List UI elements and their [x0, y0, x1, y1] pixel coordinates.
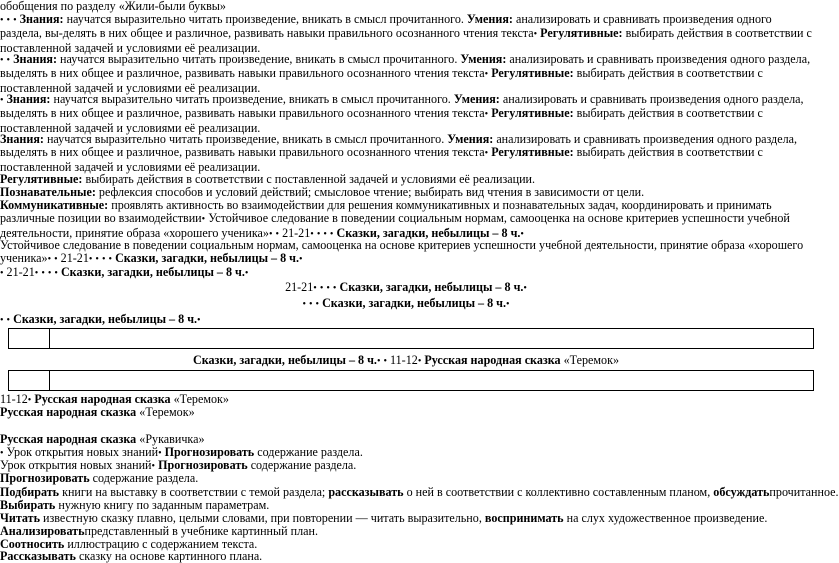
- verb-analizirovat: Анализировать: [0, 524, 85, 538]
- bullet-icon: •: [332, 283, 337, 294]
- bullet-icon: •: [54, 254, 58, 266]
- lesson-title: Сказки, загадки, небылицы – 8 ч.: [339, 280, 524, 294]
- verb-prognozirovat: Прогнозировать: [0, 471, 90, 485]
- label-regulyativnye: Регулятивные:: [491, 106, 574, 121]
- bullet-icon: •: [95, 254, 99, 266]
- bullet-icon: •: [54, 268, 58, 279]
- verb-prognozirovat: Прогнозировать: [164, 445, 255, 459]
- text-soderzhanie: содержание раздела.: [92, 471, 199, 485]
- bullet-icon: •: [0, 268, 4, 279]
- label-znaniya: Знания:: [19, 12, 64, 26]
- bullet-icon: •: [313, 283, 317, 294]
- verb-prognozirovat: Прогнозировать: [158, 458, 248, 472]
- table-cell: [49, 329, 813, 348]
- label-regulyativnye: Регулятивные:: [491, 145, 574, 160]
- label-znaniya: Знания:: [6, 92, 51, 106]
- lesson-line: [0, 266, 816, 280]
- bullet-icon: •: [0, 315, 4, 326]
- lesson-number: 21-21: [60, 251, 89, 266]
- text-soderzhanie: содержание раздела.: [257, 445, 363, 459]
- lesson-subtitle: «Теремок»: [563, 353, 620, 367]
- lesson-type: Урок открытия новых знаний: [6, 445, 159, 459]
- lesson-line-centered: [0, 281, 812, 295]
- bullet-icon: •: [34, 268, 39, 279]
- bullet-icon: •: [484, 109, 489, 121]
- bullet-icon: •: [302, 299, 306, 310]
- lesson-title: Сказки, загадки, небылицы – 8 ч.: [60, 265, 245, 279]
- bullet-icon: •: [310, 228, 314, 240]
- bullet-icon: •: [27, 395, 32, 406]
- verb-chitat: Читать: [0, 511, 41, 525]
- lesson-title: Сказки, загадки, небылицы – 8 ч.: [322, 296, 507, 310]
- text-regulyativnye: выбирать действия в соответствии с поставленной задачей и условиями её реализации.: [0, 145, 763, 174]
- label-znaniya: Знания:: [13, 52, 57, 66]
- label-umeniya: Умения:: [466, 12, 513, 26]
- text-regulyativnye: выбирать действия в соответствии с поставленной задачей и условиями её реализации.: [0, 106, 763, 135]
- text-regulyativnye: выбирать действия в соответствии с поставленной задачей и условиями её реализации.: [0, 66, 763, 95]
- text-rasskazyvat: сказку на основе картинного плана.: [78, 549, 263, 563]
- bullet-icon: •: [275, 228, 280, 240]
- bullet-icon: •: [6, 55, 11, 66]
- bullet-icon: •: [41, 268, 45, 279]
- bullet-icon: •: [47, 254, 52, 266]
- paragraph-block-1: [0, 13, 812, 55]
- label-umeniya: Умения:: [447, 132, 494, 146]
- bullet-icon: •: [299, 254, 303, 266]
- verb-vosprinimat: воспринимать: [484, 511, 564, 525]
- lesson-title-centered: [0, 297, 812, 311]
- verb-podbirat: Подбирать: [0, 485, 60, 499]
- label-znaniya: Знания:: [0, 132, 44, 146]
- ustoychivoe-block: [0, 239, 812, 267]
- bullet-icon: •: [13, 15, 17, 26]
- bullet-icon: •: [6, 15, 11, 26]
- lesson-title: Сказки, загадки, небылицы – 8 ч.: [336, 225, 521, 240]
- text-umeniya: анализировать и сравнивать произведения одного раздела, выделять в них общее и различное, развивать навыки правильного осознанного чтения текста: [0, 92, 804, 121]
- lesson-title: Русская народная сказка: [0, 405, 137, 419]
- bullet-icon: •: [329, 228, 334, 240]
- bullet-icon: •: [158, 448, 162, 459]
- lesson-subtitle: «Теремок»: [173, 392, 229, 406]
- bullet-icon: •: [520, 228, 524, 240]
- label-umeniya: Умения:: [453, 92, 500, 106]
- lesson-number: 11-12: [390, 353, 418, 367]
- bullet-icon: •: [383, 356, 387, 367]
- text-vybirat: нужную книгу по заданным параметрам.: [58, 498, 270, 512]
- bullet-icon: •: [417, 356, 422, 367]
- lesson-title: Сказки, загадки, небылицы – 8 ч.: [192, 353, 377, 367]
- bullet-icon: •: [506, 299, 510, 310]
- text-znaniya: научатся выразительно читать произведение, вникать в смысл прочитанного.: [46, 132, 445, 146]
- lesson-number: 11-12: [0, 392, 28, 406]
- label-kommunikativnye: Коммуникативные:: [0, 198, 109, 212]
- lesson-line: [0, 406, 816, 419]
- lesson-title: Русская народная сказка: [424, 353, 561, 367]
- text-vosprinimat: на слух художественное произведение.: [566, 511, 768, 525]
- verb-rasskazyvat: рассказывать: [328, 485, 404, 499]
- text-znaniya: научатся выразительно читать произведение, вникать в смысл прочитанного.: [53, 92, 451, 106]
- text-prochitannoe: прочитанное.: [769, 485, 839, 499]
- text-znaniya: научатся выразительно читать произведение, вникать в смысл прочитанного.: [60, 52, 458, 66]
- lesson-title: Русская народная сказка: [34, 392, 171, 406]
- lesson-subtitle: «Рукавичка»: [139, 432, 205, 446]
- verb-obsuzhdat: обсуждать: [713, 485, 770, 499]
- lesson-number: 21-21: [282, 225, 311, 240]
- text-regulyativnye: выбирать действия в соответствии с поставленной задачей и условиями её реализации.: [85, 172, 536, 186]
- text-analizirovat: представленный в учебнике картинный план.: [84, 524, 319, 538]
- bullet-icon: •: [201, 214, 206, 226]
- verb-vybirat: Выбирать: [0, 498, 56, 512]
- bullet-icon: •: [376, 356, 381, 367]
- table-cell: [49, 371, 813, 390]
- lesson-number: 21-21: [6, 265, 35, 279]
- section-title: обобщения по разделу «Жили-были буквы»: [0, 0, 226, 13]
- paragraph-block-3: [0, 93, 812, 135]
- paragraph-block-4: [0, 133, 812, 174]
- bullet-icon: •: [101, 254, 106, 266]
- text-ustoychivoe: Устойчивое следование в поведении социальным нормам, самооценка на основе критериев успешности учебной деятельности, принятие образа «хорошего ученика»: [0, 238, 804, 266]
- table-row: [8, 328, 814, 349]
- bullet-icon: •: [197, 315, 201, 326]
- label-regulyativnye: Регулятивные:: [540, 26, 623, 41]
- text-poznavatelnye: рефлексия способов и условий действий; смысловое чтение; выбирать вид чтения в зависимости от цели.: [98, 185, 645, 199]
- text-regulyativnye: выбирать действия в соответствии с поставленной задачей и условиями её реализации.: [0, 26, 812, 55]
- lesson-title: Сказки, загадки, небылицы – 8 ч.: [115, 251, 300, 266]
- text-soderzhanie: содержание раздела.: [250, 458, 357, 472]
- bullet-icon: •: [308, 299, 313, 310]
- bullet-icon: •: [268, 228, 273, 240]
- text-umeniya: анализировать и сравнивать произведения одного раздела, вы-делять в них общее и различное, развивать навыки правильного осознанного чтения текста: [0, 12, 772, 41]
- verb-sootnosit: Соотносить: [0, 537, 65, 551]
- activity-line: [0, 550, 816, 563]
- bullet-icon: •: [0, 95, 4, 106]
- text-ustoychivoe: Устойчивое следование в поведении социальным нормам, самооценка на основе критериев успешности учебной деятельности, принятие образа «хорошего ученика»: [0, 211, 790, 240]
- text-podbirat: книги на выставку в соответствии с темой раздела;: [62, 485, 326, 499]
- lesson-title-left: [0, 313, 816, 327]
- bullet-icon: •: [88, 254, 93, 266]
- bullet-icon: •: [484, 148, 489, 160]
- label-regulyativnye: Регулятивные:: [0, 172, 83, 186]
- text-kommunikativnye: проявлять активность во взаимодействии для решения коммуникативных и познавательных задач, координировать и принимать различные позиции во взаимодействии: [0, 198, 772, 226]
- bullet-icon: •: [319, 283, 324, 294]
- table-row: [8, 370, 814, 391]
- bullet-icon: •: [315, 299, 320, 310]
- lesson-type: Урок открытия новых знаний: [0, 458, 152, 472]
- text-znaniya: научатся выразительно читать произведение, вникать в смысл прочитанного.: [66, 12, 464, 26]
- bullet-icon: •: [0, 448, 4, 459]
- lesson-number: 21-21: [285, 280, 314, 294]
- bullet-icon: •: [0, 15, 4, 26]
- paragraph-block-2: [0, 53, 812, 95]
- activity-line: [0, 472, 816, 485]
- bullet-icon: •: [326, 283, 330, 294]
- kommunikativnye-block: [0, 199, 812, 241]
- bullet-icon: •: [323, 228, 327, 240]
- bullet-icon: •: [6, 315, 11, 326]
- text-chitat: известную сказку плавно, целыми словами, при повторении — читать выразительно,: [43, 511, 482, 525]
- bullet-icon: •: [484, 69, 489, 81]
- bullet-icon: •: [108, 254, 113, 266]
- label-regulyativnye: Регулятивные:: [491, 66, 574, 81]
- text-umeniya: анализировать и сравнивать произведения одного раздела, выделять в них общее и различное, развивать навыки правильного осознанного чтения текста: [0, 132, 798, 160]
- bullet-icon: •: [244, 268, 249, 279]
- text-rasskazyvat: о ней в соответствии с коллективно составленным планом,: [406, 485, 711, 499]
- text-umeniya: анализировать и сравнивать произведения одного раздела, выделять в них общее и различное, развивать навыки правильного осознанного чтения текста: [0, 52, 811, 81]
- bullet-icon: •: [47, 268, 52, 279]
- lesson-subtitle: «Теремок»: [139, 405, 195, 419]
- table-caption-line: [0, 354, 812, 368]
- lesson-title: Русская народная сказка: [0, 432, 137, 446]
- label-umeniya: Умения:: [460, 52, 507, 66]
- bullet-icon: •: [523, 283, 527, 294]
- bullet-icon: •: [316, 228, 321, 240]
- bullet-icon: •: [533, 29, 538, 41]
- lesson-title: Сказки, загадки, небылицы – 8 ч.: [13, 312, 198, 326]
- bullet-icon: •: [0, 55, 4, 66]
- text-sootnosit: иллюстрацию с содержанием текста.: [67, 537, 258, 551]
- verb-rasskazyvat: Рассказывать: [0, 549, 76, 563]
- label-poznavatelnye: Познавательные:: [0, 185, 96, 199]
- bullet-icon: •: [151, 461, 156, 472]
